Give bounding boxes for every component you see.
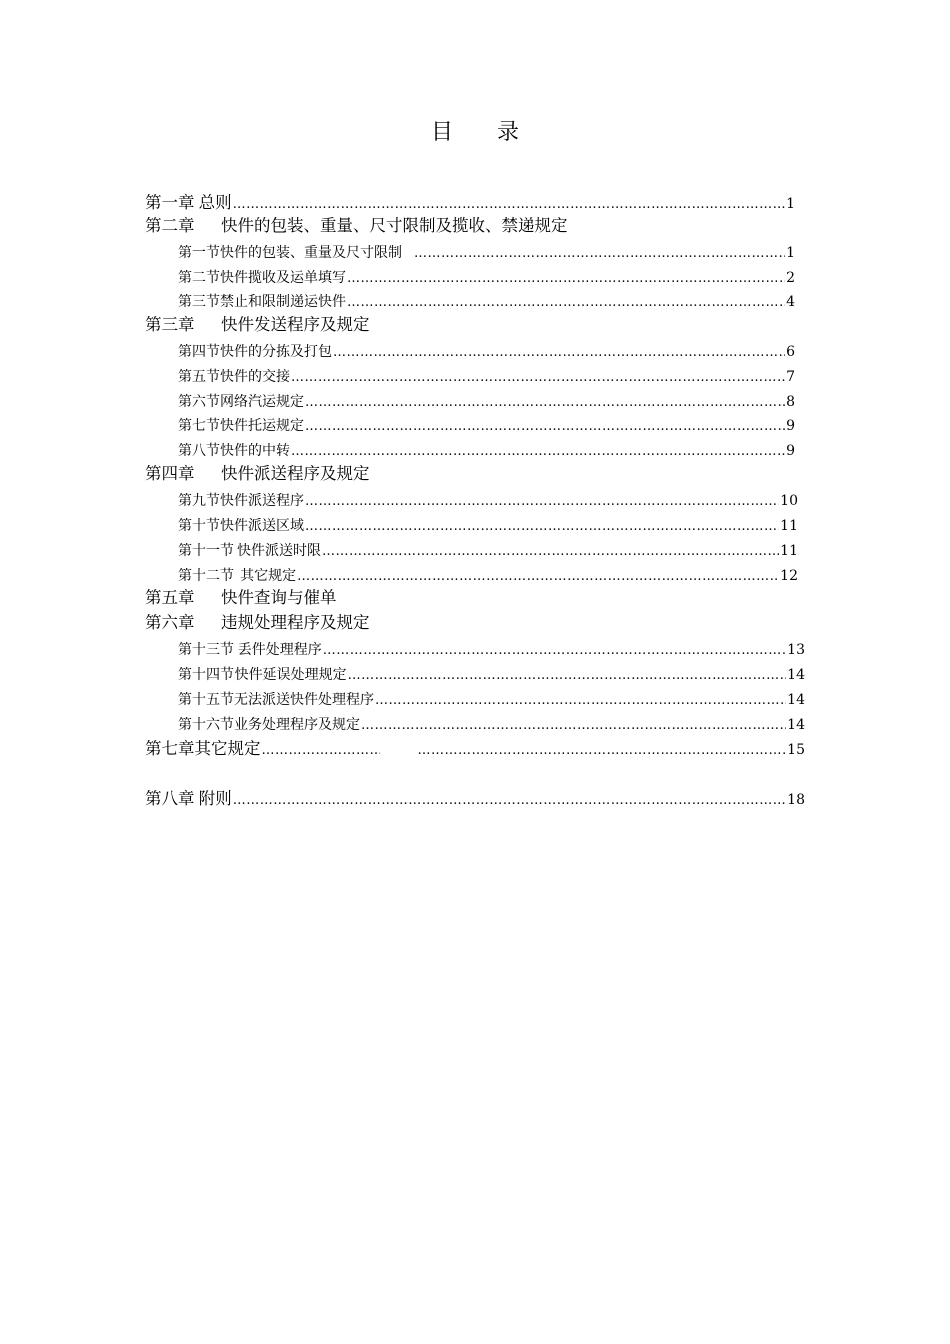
- chapter-title: 快件发送程序及规定: [221, 315, 370, 334]
- dot-leader: [233, 790, 786, 812]
- chapter-number: 第五章: [145, 588, 195, 607]
- dot-leader: [333, 343, 785, 363]
- chapter-title: 快件的包装、重量、尺寸限制及揽收、禁递规定: [221, 216, 568, 235]
- chapter-number: 第一章: [145, 193, 195, 212]
- dot-leader: [291, 442, 785, 462]
- dot-leader: [361, 716, 786, 736]
- section-title: 快件派送区域: [220, 518, 304, 534]
- section-number: 第十节: [178, 518, 220, 534]
- section-number: 第六节: [178, 394, 220, 410]
- toc-section-7[interactable]: [178, 416, 795, 436]
- toc-chapter-7[interactable]: [145, 738, 805, 760]
- toc-chapter-1[interactable]: [145, 192, 795, 214]
- section-number: 第十五节: [178, 692, 234, 708]
- page-number: 1: [786, 196, 795, 212]
- dot-leader: [262, 740, 380, 762]
- toc-section-1[interactable]: [178, 243, 795, 263]
- toc-section-15[interactable]: [178, 690, 805, 710]
- dot-leader: [348, 666, 787, 686]
- toc-section-2[interactable]: [178, 268, 795, 288]
- page-title: [0, 118, 950, 148]
- section-number: 第二节: [178, 270, 220, 286]
- page-number: 11: [780, 518, 798, 534]
- section-number: 第一节: [178, 245, 220, 261]
- section-title: 业务处理程序及规定: [234, 717, 360, 733]
- chapter-number: 第二章: [145, 216, 195, 235]
- page-number: 14: [787, 717, 805, 733]
- chapter-title: 附则: [198, 789, 232, 808]
- chapter-number: 第八章: [145, 789, 195, 808]
- toc-chapter-2[interactable]: [145, 215, 568, 237]
- chapter-number: 第六章: [145, 613, 195, 632]
- section-title: 其它规定: [240, 568, 297, 584]
- title-char-2: 录: [497, 120, 520, 145]
- chapter-number: 第三章: [145, 315, 195, 334]
- toc-section-3[interactable]: [178, 292, 795, 312]
- toc-section-5[interactable]: [178, 367, 795, 387]
- title-char-1: 目: [430, 120, 453, 145]
- toc-chapter-8[interactable]: [145, 788, 805, 810]
- section-number: 第九节: [178, 493, 220, 509]
- toc-section-4[interactable]: [178, 342, 795, 362]
- page-number: 10: [780, 493, 798, 509]
- page-number: 18: [787, 792, 805, 808]
- chapter-title: 违规处理程序及规定: [221, 613, 370, 632]
- section-title: 快件的分拣及打包: [220, 344, 332, 360]
- section-number: 第十三节: [178, 642, 234, 658]
- dot-leader: [305, 492, 779, 512]
- dot-leader: [347, 293, 785, 313]
- dot-leader: [291, 368, 785, 388]
- toc-chapter-6[interactable]: [145, 612, 370, 634]
- dot-leader: [375, 691, 786, 711]
- toc-chapter-3[interactable]: [145, 314, 370, 336]
- section-title: 快件的包装、重量及尺寸限制: [220, 245, 402, 261]
- chapter-number: 第四章: [145, 464, 195, 483]
- section-title: 无法派送快件处理程序: [234, 692, 374, 708]
- dot-leader: [305, 517, 779, 537]
- section-number: 第十一节: [178, 543, 234, 559]
- section-title: 快件揽收及运单填写: [220, 270, 346, 286]
- toc-section-13[interactable]: [178, 640, 805, 660]
- section-number: 第十二节: [178, 568, 234, 584]
- chapter-title: 总则: [198, 193, 232, 212]
- page-number: 7: [786, 369, 795, 385]
- section-number: 第三节: [178, 294, 220, 310]
- page-number: 12: [780, 568, 798, 584]
- section-title: 快件派送时限: [236, 543, 321, 559]
- page-number: 11: [780, 543, 798, 559]
- dot-leader: [347, 269, 785, 289]
- dot-leader: [305, 417, 785, 437]
- page-number: 14: [787, 667, 805, 683]
- dot-leader: [323, 641, 786, 661]
- section-number: 第十六节: [178, 717, 234, 733]
- page-number: 6: [786, 344, 795, 360]
- section-title: 快件延误处理规定: [234, 667, 347, 683]
- dot-leader: [305, 393, 785, 413]
- page-number: 1: [786, 245, 795, 261]
- chapter-title: 快件查询与催单: [221, 588, 337, 607]
- section-title: 快件的交接: [220, 369, 290, 385]
- section-number: 第五节: [178, 369, 220, 385]
- chapter-title: 快件派送程序及规定: [221, 464, 370, 483]
- dot-leader: [418, 740, 787, 762]
- page-number: 15: [787, 742, 805, 758]
- page-number: 13: [787, 642, 805, 658]
- chapter-number: 第七章: [145, 739, 195, 758]
- toc-section-11[interactable]: [178, 541, 798, 561]
- toc-section-16[interactable]: [178, 715, 805, 735]
- section-title: 禁止和限制递运快件: [220, 294, 346, 310]
- dot-leader: [414, 244, 785, 264]
- section-title: 网络汽运规定: [220, 394, 304, 410]
- page-number: 14: [787, 692, 805, 708]
- toc-section-12[interactable]: [178, 566, 798, 586]
- section-title: 快件托运规定: [220, 418, 304, 434]
- section-number: 第十四节: [178, 667, 234, 683]
- chapter-title: 其它规定: [194, 739, 261, 758]
- toc-section-6[interactable]: [178, 392, 795, 412]
- toc-chapter-4[interactable]: [145, 463, 370, 485]
- section-number: 第八节: [178, 443, 220, 459]
- section-title: 丢件处理程序: [237, 642, 322, 658]
- toc-section-8[interactable]: [178, 441, 795, 461]
- page-number: 8: [786, 394, 795, 410]
- dot-leader: [322, 542, 779, 562]
- page-number: 9: [786, 443, 795, 459]
- toc-section-9[interactable]: [178, 491, 798, 511]
- section-number: 第七节: [178, 418, 220, 434]
- page-number: 2: [786, 270, 795, 286]
- toc-section-14[interactable]: [178, 665, 805, 685]
- section-title: 快件派送程序: [220, 493, 304, 509]
- toc-chapter-5[interactable]: [145, 587, 337, 609]
- section-title: 快件的中转: [220, 443, 290, 459]
- section-number: 第四节: [178, 344, 220, 360]
- toc-section-10[interactable]: [178, 516, 798, 536]
- dot-leader: [297, 567, 779, 587]
- dot-leader: [233, 194, 785, 216]
- page-number: 4: [786, 294, 795, 310]
- page-number: 9: [786, 418, 795, 434]
